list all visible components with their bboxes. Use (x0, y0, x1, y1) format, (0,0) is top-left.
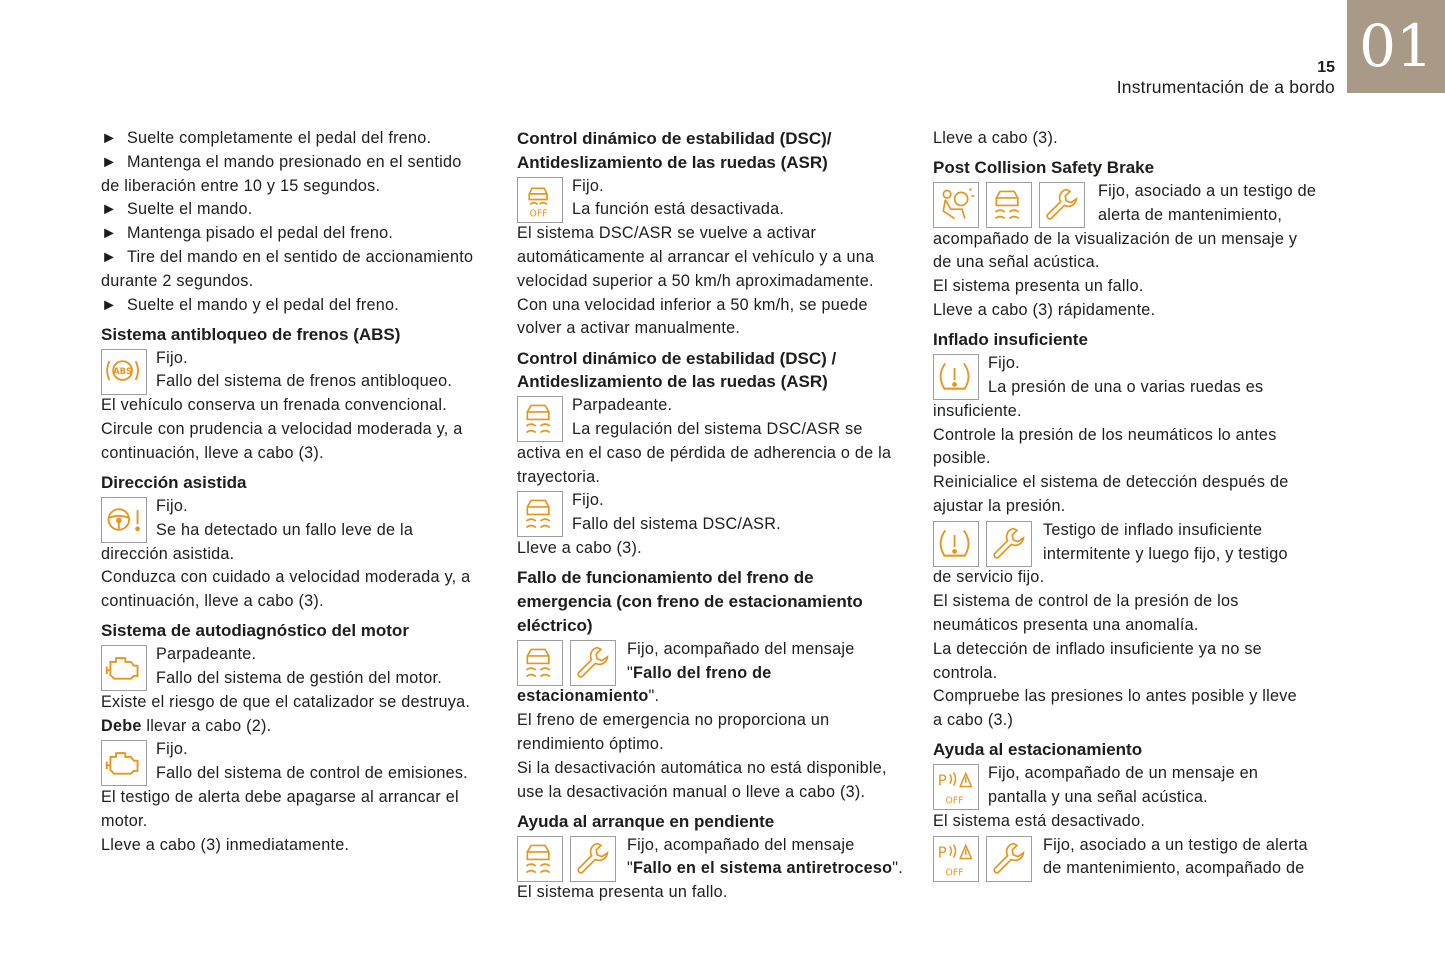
airbag-person-icon (933, 182, 979, 228)
list-item: ► Tire del mando en el sentido de accionamiento (101, 246, 493, 270)
tpms-heading: Inflado insuficiente (933, 330, 1088, 350)
pcsb-block (933, 180, 1325, 323)
hill-text: Fijo, acompañado del mensaje (627, 835, 855, 854)
column-3 (933, 127, 1325, 881)
engine-text: Lleve a cabo (3) inmediatamente. (101, 835, 350, 854)
hill-heading: Ayuda al arranque en pendiente (517, 811, 775, 831)
dsc-off-text: Fijo. (572, 176, 604, 195)
tpms-text: intermitente y luego fijo, y testigo (1043, 544, 1288, 563)
park-assist-off-label: OFF (945, 795, 964, 807)
dsc-text: Fallo del sistema DSC/ASR. (572, 515, 781, 534)
dsc-icon (517, 640, 563, 686)
tire-pressure-icon (933, 354, 979, 400)
park-text: Fijo, acompañado de un mensaje en (988, 764, 1259, 783)
tpms-text: La presión de una o varias ruedas es (988, 377, 1264, 396)
steering-text: Fijo. (156, 496, 188, 515)
hill-text: El sistema presenta un fallo. (517, 883, 728, 902)
dsc-off-text: El sistema DSC/ASR se vuelve a activar (517, 224, 817, 243)
hill-block (517, 834, 909, 905)
tpms-text: Compruebe las presiones lo antes posible y lleve (933, 687, 1297, 706)
list-item: ► Mantenga el mando presionado en el sentido (101, 151, 493, 175)
engine-text: El testigo de alerta debe apagarse al arrancar el (101, 788, 459, 807)
park-text: Fijo, asociado a un testigo de alerta (1043, 835, 1308, 854)
abs-block (101, 347, 493, 466)
list-item: ► Suelte el mando. (101, 198, 493, 222)
park-block-1 (933, 762, 1325, 833)
wrench-icon (570, 836, 616, 882)
column-1 (101, 127, 493, 857)
dsc-text: Fijo. (572, 491, 604, 510)
tpms-text: Controle la presión de los neumáticos lo antes (933, 425, 1277, 444)
triangle-bullet-icon: ► (101, 224, 118, 243)
triangle-bullet-icon: ► (101, 152, 118, 171)
dsc-off-text: La función está desactivada. (572, 200, 785, 219)
tpms-text: ajustar la presión. (933, 496, 1066, 515)
list-item: ► Suelte completamente el pedal del freno. (101, 127, 493, 151)
tpms-text: Fijo. (988, 354, 1020, 373)
abs-text: Fallo del sistema de frenos antibloqueo. (156, 372, 453, 391)
tpms-text: El sistema de control de la presión de los (933, 592, 1239, 611)
dsc-off-text: automáticamente al arrancar el vehículo y a una (517, 247, 875, 266)
dsc-icon (517, 396, 563, 442)
tire-pressure-icon (933, 521, 979, 567)
ebrake-text: El freno de emergencia no proporciona un (517, 711, 830, 730)
ebrake-block (517, 638, 909, 805)
ebrake-heading: Fallo de funcionamiento del freno de (517, 568, 814, 588)
abs-text: Fijo. (156, 348, 188, 367)
dsc-off-text: volver a activar manualmente. (517, 319, 741, 338)
wrench-icon (986, 521, 1032, 567)
dsc-icon (517, 836, 563, 882)
pcsb-text: El sistema presenta un fallo. (933, 277, 1144, 296)
wrench-icon (1039, 182, 1085, 228)
dsc-text: activa en el caso de pérdida de adherencia o de la (517, 443, 892, 462)
engine-block-2 (101, 738, 493, 857)
park-assist-off-label: OFF (945, 866, 964, 878)
list-item-continued: de liberación entre 10 y 15 segundos. (101, 176, 381, 195)
dsc-block-1 (517, 394, 909, 489)
tpms-text: Reinicialice el sistema de detección después de (933, 473, 1289, 492)
tpms-block-2 (933, 519, 1325, 733)
park-assist-off-icon (933, 836, 979, 882)
engine-text: Fallo del sistema de control de emisiones. (156, 764, 468, 783)
power-steering-warning-icon (101, 497, 147, 543)
tpms-text: Testigo de inflado insuficiente (1043, 520, 1263, 539)
park-text: de mantenimiento, acompañado de (1043, 859, 1305, 878)
abs-text: Circule con prudencia a velocidad moderada y, a (101, 420, 463, 439)
abs-heading: Sistema antibloqueo de frenos (ABS) (101, 324, 401, 344)
engine-warning-icon (101, 645, 147, 691)
pcsb-text: acompañado de la visualización de un mensaje y (933, 229, 1298, 248)
tpms-text: controla. (933, 663, 998, 682)
ebrake-text: "Fallo del freno de (627, 663, 772, 682)
tpms-text: posible. (933, 449, 991, 468)
list-item: ► Mantenga pisado el pedal del freno. (101, 222, 493, 246)
section-title: Instrumentación de a bordo (1116, 77, 1335, 97)
tpms-text: insuficiente. (933, 401, 1022, 420)
ebrake-text: estacionamiento". (517, 687, 660, 706)
dsc-off-block (517, 175, 909, 342)
dsc-heading: Control dinámico de estabilidad (DSC) / (517, 348, 837, 368)
dsc-off-label: OFF (529, 207, 548, 219)
park-assist-p-label: P (937, 771, 947, 790)
tpms-text: a cabo (3.) (933, 711, 1014, 730)
dsc-off-text: Con una velocidad inferior a 50 km/h, se puede (517, 295, 868, 314)
park-text: El sistema está desactivado. (933, 811, 1146, 830)
ebrake-text: use la desactivación manual o lleve a cabo (3). (517, 782, 866, 801)
tpms-text: neumáticos presenta una anomalía. (933, 615, 1199, 634)
dsc-block-2 (517, 489, 909, 560)
engine-warning-icon (101, 740, 147, 786)
pcsb-text: Fijo, asociado a un testigo de (1098, 182, 1317, 201)
dsc-text: La regulación del sistema DSC/ASR se (572, 420, 863, 439)
abs-text: El vehículo conserva un frenada convencional. (101, 396, 448, 415)
dsc-text: Lleve a cabo (3). (517, 539, 642, 558)
pcsb-text: alerta de mantenimiento, (1098, 205, 1283, 224)
tpms-block-1 (933, 352, 1325, 519)
engine-text: Parpadeante. (156, 645, 257, 664)
tpms-text: La detección de inflado insuficiente ya no se (933, 639, 1262, 658)
dsc-heading: Antideslizamiento de las ruedas (ASR) (517, 372, 828, 392)
chapter-tab: 01 (1347, 0, 1445, 93)
dsc-off-heading: Antideslizamiento de las ruedas (ASR) (517, 152, 828, 172)
page-number: 15 (1317, 59, 1335, 76)
triangle-bullet-icon: ► (101, 200, 118, 219)
steering-heading: Dirección asistida (101, 473, 247, 493)
triangle-bullet-icon: ► (101, 129, 118, 147)
engine-text: Fallo del sistema de gestión del motor. (156, 669, 442, 688)
ebrake-text: rendimiento óptimo. (517, 734, 664, 753)
dsc-icon (986, 182, 1032, 228)
continued-text: Lleve a cabo (3). (933, 129, 1058, 147)
dsc-text: trayectoria. (517, 467, 601, 486)
ebrake-text: Si la desactivación automática no está disponible, (517, 758, 887, 777)
park-block-2 (933, 834, 1325, 882)
park-assist-p-label: P (937, 843, 947, 862)
engine-heading: Sistema de autodiagnóstico del motor (101, 621, 409, 641)
ebrake-text: Fijo, acompañado del mensaje (627, 639, 855, 658)
park-text: pantalla y una señal acústica. (988, 788, 1208, 807)
ebrake-heading: emergencia (con freno de estacionamiento (517, 592, 863, 612)
steering-text: Se ha detectado un fallo leve de la (156, 520, 414, 539)
park-assist-off-icon (933, 764, 979, 810)
dsc-text: Parpadeante. (572, 396, 673, 415)
wrench-icon (986, 836, 1032, 882)
dsc-off-icon (517, 177, 563, 223)
ebrake-heading: eléctrico) (517, 615, 593, 635)
abs-text: continuación, lleve a cabo (3). (101, 443, 324, 462)
list-item: ► Suelte el mando y el pedal del freno. (101, 294, 493, 318)
abs-warning-icon (101, 349, 147, 395)
dsc-icon (517, 491, 563, 537)
triangle-bullet-icon: ► (101, 295, 118, 314)
column-2 (517, 127, 909, 905)
engine-block-1 (101, 643, 493, 738)
steering-text: dirección asistida. (101, 544, 235, 563)
steering-text: continuación, lleve a cabo (3). (101, 592, 324, 611)
steering-text: Conduzca con cuidado a velocidad moderada y, a (101, 568, 471, 587)
pcsb-heading: Post Collision Safety Brake (933, 158, 1155, 178)
list-item-continued: durante 2 segundos. (101, 271, 254, 290)
triangle-bullet-icon: ► (101, 247, 118, 266)
engine-text: motor. (101, 811, 148, 830)
steering-block (101, 495, 493, 614)
engine-text: Existe el riesgo de que el catalizador se destruya. (101, 692, 471, 711)
pcsb-text: Lleve a cabo (3) rápidamente. (933, 301, 1156, 320)
svg-text:ABS: ABS (113, 365, 133, 376)
engine-text: Debe llevar a cabo (2). (101, 716, 272, 735)
engine-text: Fijo. (156, 740, 188, 759)
pcsb-text: de una señal acústica. (933, 253, 1100, 272)
hill-text: "Fallo en el sistema antiretroceso". (627, 859, 904, 878)
dsc-off-text: velocidad superior a 50 km/h aproximadamente. (517, 271, 874, 290)
park-heading: Ayuda al estacionamiento (933, 740, 1143, 760)
tpms-text: de servicio fijo. (933, 568, 1045, 587)
dsc-off-heading: Control dinámico de estabilidad (DSC)/ (517, 129, 832, 148)
wrench-icon (570, 640, 616, 686)
